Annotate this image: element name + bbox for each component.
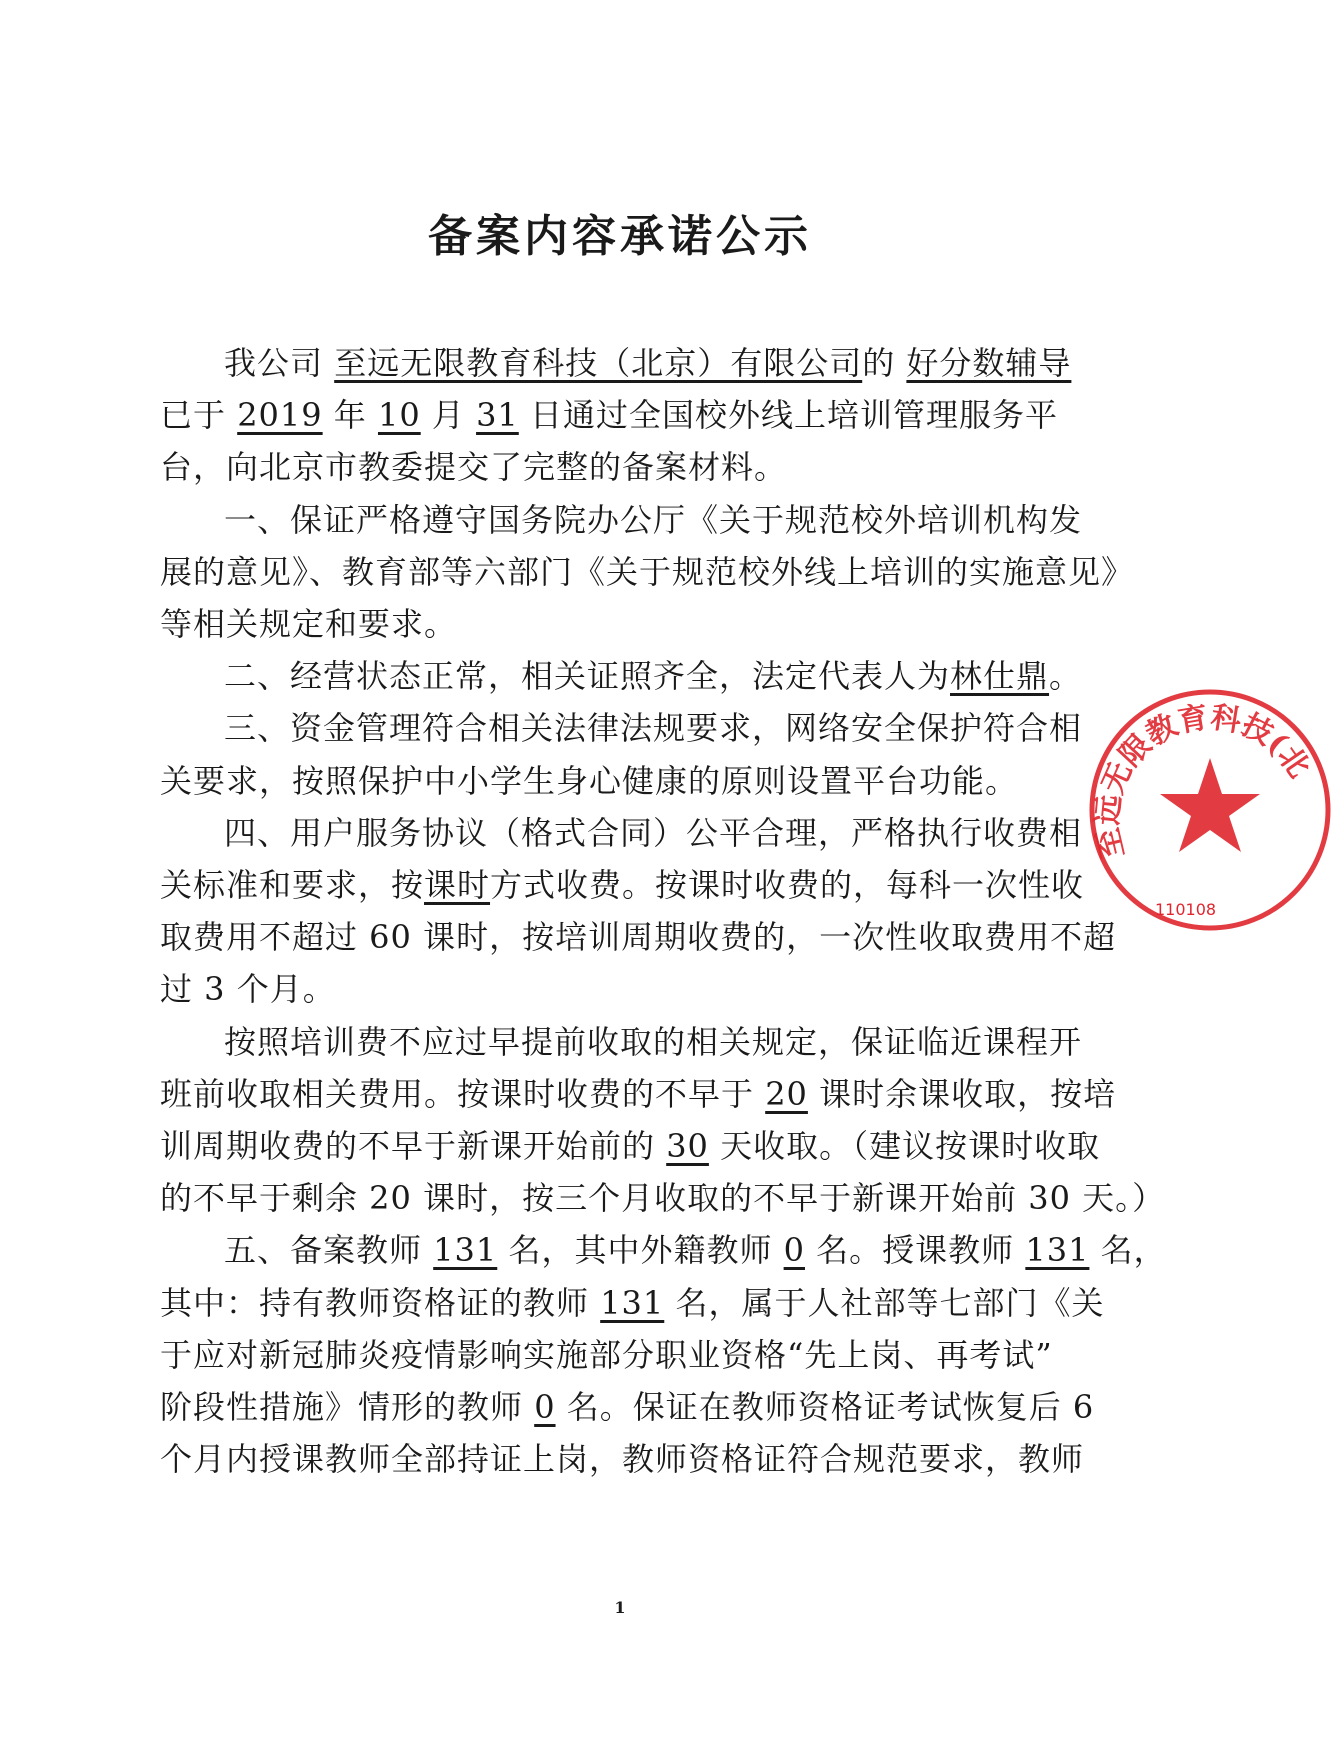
paragraph-line <box>160 1278 1105 1324</box>
paragraph-line <box>160 1382 1095 1428</box>
paragraph-line <box>160 599 1080 645</box>
paragraph-line <box>160 756 1080 802</box>
text-run: 名， <box>1089 1231 1167 1270</box>
filled-field: 131 <box>433 1231 498 1270</box>
text-run: 其中：持有教师资格证的教师 <box>160 1283 601 1322</box>
text-run: 名。保证在教师资格证考试恢复后 6 <box>555 1388 1095 1426</box>
text-run: 二、经营状态正常，相关证照齐全，法定代表人为 <box>224 657 951 696</box>
filled-field: 20 <box>765 1074 808 1113</box>
text-run: 取费用不超过 60 课时，按培训周期收费的，一次性收取费用不超 <box>160 918 1117 957</box>
text-run: 一、保证严格遵守国务院办公厅《关于规范校外培训机构发 <box>224 500 1083 539</box>
page-title: 备案内容承诺公示 <box>428 211 812 262</box>
text-run: 名，属于人社部等七部门《关 <box>664 1283 1105 1322</box>
paragraph-line <box>160 547 1135 593</box>
text-run: 名。授课教师 <box>804 1231 1026 1270</box>
text-run: 三、资金管理符合相关法律法规要求，网络安全保护符合相 <box>224 709 1083 748</box>
text-run: 名，其中外籍教师 <box>497 1231 784 1270</box>
paragraph-line <box>160 338 1144 384</box>
paragraph-line <box>160 442 1080 488</box>
star-icon <box>1160 758 1260 852</box>
paragraph-line <box>160 1434 1085 1480</box>
text-run: 五、备案教师 <box>224 1231 434 1270</box>
text-run: 关要求，按照保护中小学生身心健康的原则设置平台功能。 <box>160 761 1019 800</box>
filled-field: 31 <box>476 396 519 435</box>
filled-field: 131 <box>1025 1231 1090 1270</box>
filled-field: 林仕鼎 <box>950 657 1050 696</box>
filled-field: 30 <box>666 1127 709 1165</box>
paragraph-line <box>160 390 1080 436</box>
seal-code: 110108 <box>1155 900 1217 919</box>
filled-field: 10 <box>377 396 421 435</box>
text-run: 的 <box>862 344 907 382</box>
text-run: 台，向北京市教委提交了完整的备案材料。 <box>160 448 788 487</box>
paragraph-line <box>160 860 1085 906</box>
text-run: 月 <box>420 396 477 435</box>
text-run: 展的意见》、教育部等六部门《关于规范校外线上培训的实施意见》 <box>160 552 1135 591</box>
seal-text: 至远无限教育科技(北 <box>1090 699 1317 862</box>
company-seal <box>1080 680 1340 940</box>
filled-field: 131 <box>600 1283 665 1322</box>
text-run: 关标准和要求，按 <box>160 866 425 904</box>
paragraph-line <box>160 495 1144 541</box>
paragraph-line <box>160 1121 1101 1167</box>
paragraph-line <box>160 1017 1144 1063</box>
page-number: 1 <box>614 1598 626 1617</box>
filled-field: 0 <box>534 1388 556 1426</box>
paragraph-line <box>160 1069 1117 1115</box>
filled-field: 至远无限教育科技（北京）有限公司 <box>334 344 863 382</box>
text-run: 年 <box>322 396 378 435</box>
filled-field: 课时 <box>424 866 491 904</box>
text-run: 日通过全国校外线上培训管理服务平 <box>518 396 1058 435</box>
paragraph-line <box>160 1330 1080 1376</box>
text-run: 四、用户服务协议（格式合同）公平合理，严格执行收费相 <box>224 813 1083 852</box>
text-run: 于应对新冠肺炎疫情影响实施部分职业资格“先上岗、再考试” <box>160 1335 1053 1374</box>
paragraph-line <box>160 703 1144 749</box>
paragraph-line <box>160 808 1144 854</box>
paragraph-line <box>160 964 1080 1010</box>
text-run: 按照培训费不应过早提前收取的相关规定，保证临近课程开 <box>224 1022 1083 1061</box>
text-run: 课时余课收取，按培 <box>807 1074 1117 1113</box>
filled-field: 好分数辅导 <box>906 344 1072 382</box>
text-run: 。 <box>1049 657 1083 696</box>
text-run: 班前收取相关费用。按课时收费的不早于 <box>160 1074 766 1113</box>
paragraph-line <box>160 1225 1167 1271</box>
filled-field: 0 <box>783 1231 805 1270</box>
text-run: 过 3 个月。 <box>160 970 336 1009</box>
paragraph-line <box>160 912 1117 958</box>
text-run: 方式收费。按课时收费的，每科一次性收 <box>490 866 1085 904</box>
paragraph-line <box>160 651 1144 697</box>
text-run: 我公司 <box>224 344 335 382</box>
text-run: 阶段性措施》情形的教师 <box>160 1388 535 1426</box>
text-run: 等相关规定和要求。 <box>160 605 458 643</box>
filled-field: 2019 <box>237 396 323 435</box>
text-run: 的不早于剩余 20 课时，按三个月收取的不早于新课开始前 30 天。） <box>160 1179 1166 1218</box>
text-run: 天收取。（建议按课时收取 <box>708 1127 1101 1165</box>
text-run: 训周期收费的不早于新课开始前的 <box>160 1127 667 1165</box>
text-run: 已于 <box>160 396 238 435</box>
text-run: 个月内授课教师全部持证上岗，教师资格证符合规范要求，教师 <box>160 1440 1085 1479</box>
paragraph-line <box>160 1173 1166 1219</box>
